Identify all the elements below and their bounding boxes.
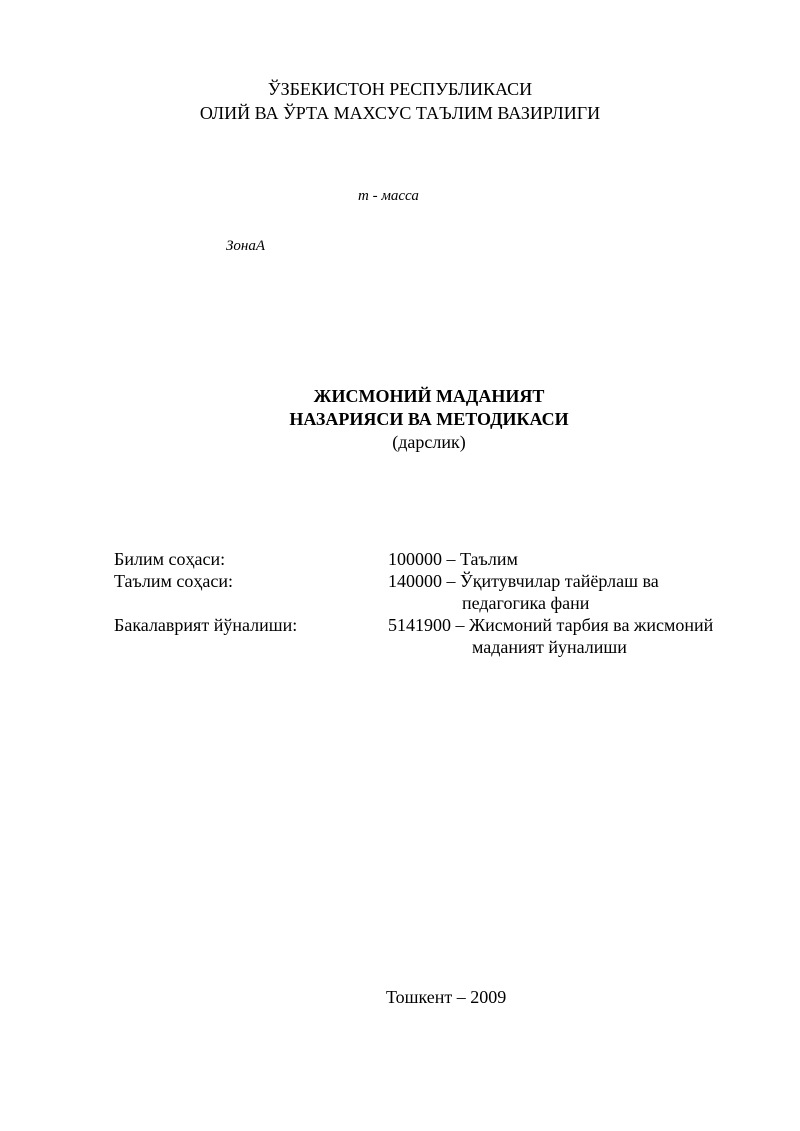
field-value-education-area-cont: педагогика фани [462, 593, 590, 613]
field-label-bachelor-direction: Бакалаврият йўналиши: [114, 615, 298, 635]
ministry-name-line: ОЛИЙ ВА ЎРТА МАХСУС ТАЪЛИМ ВАЗИРЛИГИ [199, 103, 601, 123]
ministry-country-line: ЎЗБЕКИСТОН РЕСПУБЛИКАСИ [267, 79, 533, 99]
place-and-year: Тошкент – 2009 [386, 987, 507, 1007]
mass-note: m - масса [358, 188, 419, 204]
field-value-education-area: 140000 – Ўқитувчилар тайёрлаш ва [388, 571, 659, 591]
field-value-knowledge-area: 100000 – Таълим [388, 549, 518, 569]
field-label-knowledge-area: Билим соҳаси: [114, 549, 226, 569]
title-line-1: ЖИСМОНИЙ МАДАНИЯТ [313, 386, 545, 406]
title-line-2: НАЗАРИЯСИ ВА МЕТОДИКАСИ [289, 409, 569, 429]
document-type-subtitle: (дарслик) [392, 432, 466, 452]
zone-note: ЗонаА [226, 238, 266, 254]
field-value-bachelor-direction-cont: маданият йуналиши [472, 637, 627, 657]
field-label-education-area: Таълим соҳаси: [114, 571, 233, 591]
field-value-bachelor-direction: 5141900 – Жисмоний тарбия ва жисмоний [388, 615, 714, 635]
